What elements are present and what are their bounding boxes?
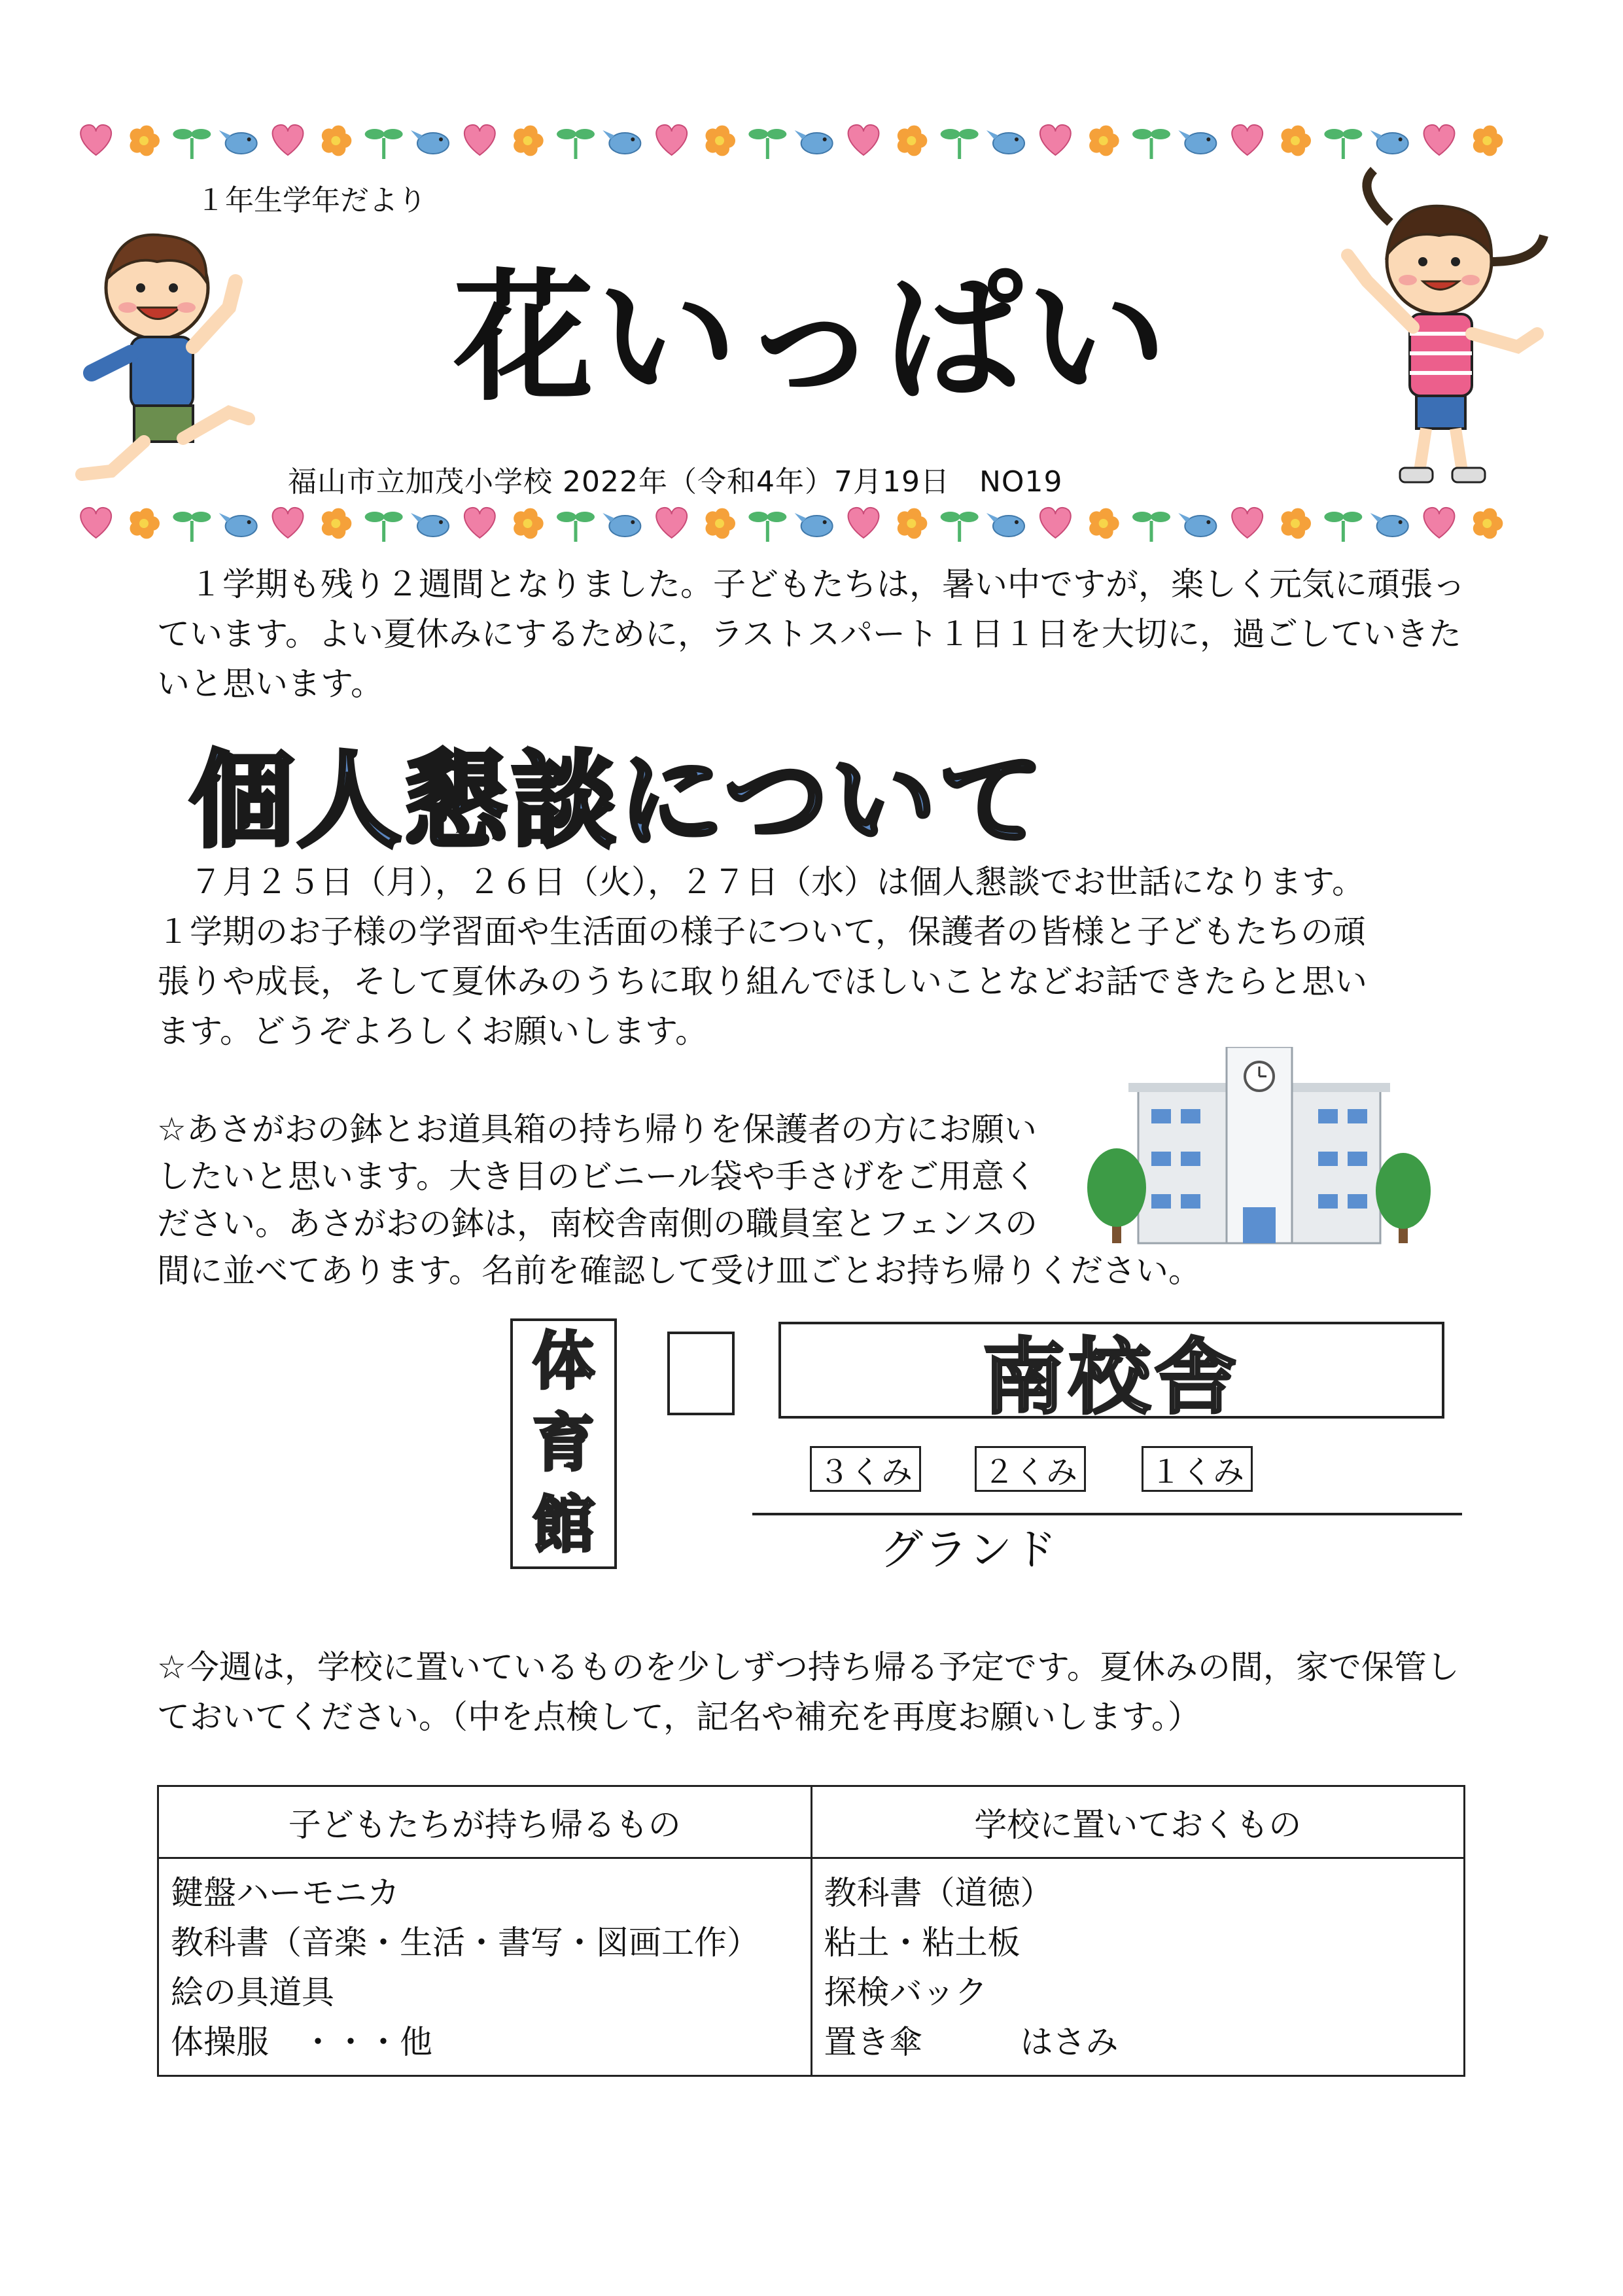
class-3-label: ３くみ [810,1446,921,1492]
bird-icon [411,513,449,537]
class-1-label: １くみ [1142,1446,1253,1492]
bird-icon [1370,513,1408,537]
notice-line: 間に並べてあります。名前を確認して受け皿ごとお持ち帰りください。 [157,1252,1201,1290]
bird-icon [795,130,833,154]
sprout-icon [748,512,786,542]
heart-icon [80,125,111,155]
sprout-icon [365,129,403,159]
notice2-line: ☆今週は，学校に置いているものを少しずつ持ち帰る予定です。夏休みの間，家で保管し [157,1648,1459,1686]
flower-icon [898,508,928,539]
table-row [158,1858,1465,2076]
conference-line: ７月２５日（月），２６日（火），２７日（水）は個人懇談でお世話になります。 [157,863,1365,901]
keep-at-school-cell [811,1858,1465,2076]
sprout-icon [1132,512,1170,542]
flower-icon [1282,508,1312,539]
heart-icon [1040,125,1071,155]
intro-line: いと思います。 [157,665,383,703]
take-home-header: 子どもたちが持ち帰るもの [158,1786,812,1858]
items-table [157,1785,1465,2077]
list-item: 置き傘 はさみ [824,2023,1119,2061]
bird-icon [1370,130,1408,154]
flower-icon [1089,126,1119,156]
ground-label: グランド [880,1525,1058,1575]
heart-icon [656,125,687,155]
flower-icon [1473,126,1503,156]
flower-icon [322,126,352,156]
heart-icon [848,508,879,538]
bird-icon [1178,513,1216,537]
conference-line: ます。どうぞよろしくお願いします。 [157,1012,708,1050]
flower-icon [514,508,544,539]
gym-char: 育 [532,1407,595,1479]
bird-icon [986,130,1024,154]
map-small-box [667,1332,735,1415]
school-date-issue: 福山市立加茂小学校 2022年（令和4年）7月19日 NO19 [288,465,1063,499]
heart-icon [848,125,879,155]
sprout-icon [1324,129,1362,159]
bottom-decorative-border [72,494,1511,553]
sprout-icon [365,512,403,542]
pot-notice-paragraph [157,1106,1201,1294]
sprout-icon [941,512,979,542]
bird-icon [219,513,257,537]
sprout-icon [557,512,595,542]
south-building-label: 南校舎 [983,1330,1240,1425]
notice2-line: ておいてください。（中を点検して，記名や補充を再度お願いします。） [157,1698,1200,1736]
newsletter-title: 花いっぱい [453,256,1170,420]
heart-icon [1232,125,1263,155]
bird-icon [411,130,449,154]
bird-icon [986,513,1024,537]
heart-icon [1424,508,1455,538]
heart-icon [273,125,304,155]
flower-icon [898,126,928,156]
heart-icon [273,508,304,538]
conference-paragraph [157,857,1492,1056]
bird-icon [1178,130,1216,154]
take-home-notice-paragraph [157,1642,1492,1742]
flower-icon [706,508,736,539]
list-item: 鍵盤ハーモニカ [171,1874,400,1912]
bird-icon [602,513,640,537]
gym-char: 館 [532,1489,595,1561]
take-home-cell [158,1858,812,2076]
sprout-icon [173,512,211,542]
list-item: 教科書（音楽・生活・書写・図画工作） [171,1924,759,1962]
gymnasium-box [510,1318,617,1569]
ground-line [752,1513,1462,1515]
intro-line: １学期も残り２週間となりました。子どもたちは，暑い中ですが，楽しく元気に頑張っ [157,565,1465,603]
table-header-row [158,1786,1465,1858]
sprout-icon [557,129,595,159]
sprout-icon [748,129,786,159]
heart-icon [656,508,687,538]
heart-icon [1424,125,1455,155]
list-item: 体操服 ・・・他 [171,2023,432,2061]
sprout-icon [1324,512,1362,542]
heart-icon [80,508,111,538]
flower-icon [514,126,544,156]
intro-paragraph [157,559,1478,709]
bird-icon [795,513,833,537]
conference-line: １学期のお子様の学習面や生活面の様子について，保護者の皆様と子どもたちの頑 [157,913,1366,951]
south-building-box [778,1322,1444,1425]
flower-icon [130,508,160,539]
flower-icon [1473,508,1503,539]
gym-char: 体 [532,1326,595,1398]
sprout-icon [941,129,979,159]
sprout-icon [173,129,211,159]
heart-icon [1232,508,1263,538]
flower-icon [130,126,160,156]
section-heading: 個人懇談について [190,739,1046,862]
conference-line: 張りや成長，そして夏休みのうちに取り組んでほしいことなどお話できたらと思い [157,963,1367,1000]
sprout-icon [1132,129,1170,159]
newsletter-grade-label: １年生学年だより [196,184,427,217]
bird-icon [602,130,640,154]
bird-icon [219,130,257,154]
list-item: 粘土・粘土板 [824,1924,1021,1962]
notice-line: したいと思います。大き目のビニール袋や手さげをご用意く [157,1157,1037,1195]
intro-line: ています。よい夏休みにするために，ラストスパート１日１日を大切に，過ごしていきた [157,615,1461,653]
list-item: 探検バック [824,1973,988,2011]
school-building-icon [1086,1047,1433,1250]
girl-illustration [1328,164,1550,491]
flower-icon [1089,508,1119,539]
top-decorative-border [72,111,1511,170]
flower-icon [706,126,736,156]
heart-icon [1040,508,1071,538]
class-2-label: ２くみ [975,1446,1086,1492]
list-item: 教科書（道徳） [824,1874,1053,1912]
heart-icon [464,125,495,155]
flower-icon [1282,126,1312,156]
notice-line: ☆あさがおの鉢とお道具箱の持ち帰りを保護者の方にお願い [157,1110,1037,1148]
keep-at-school-header: 学校に置いておくもの [811,1786,1465,1858]
notice-line: ださい。あさがおの鉢は，南校舎南側の職員室とフェンスの [157,1205,1038,1243]
flower-icon [322,508,352,539]
heart-icon [464,508,495,538]
list-item: 絵の具道具 [171,1973,334,2011]
